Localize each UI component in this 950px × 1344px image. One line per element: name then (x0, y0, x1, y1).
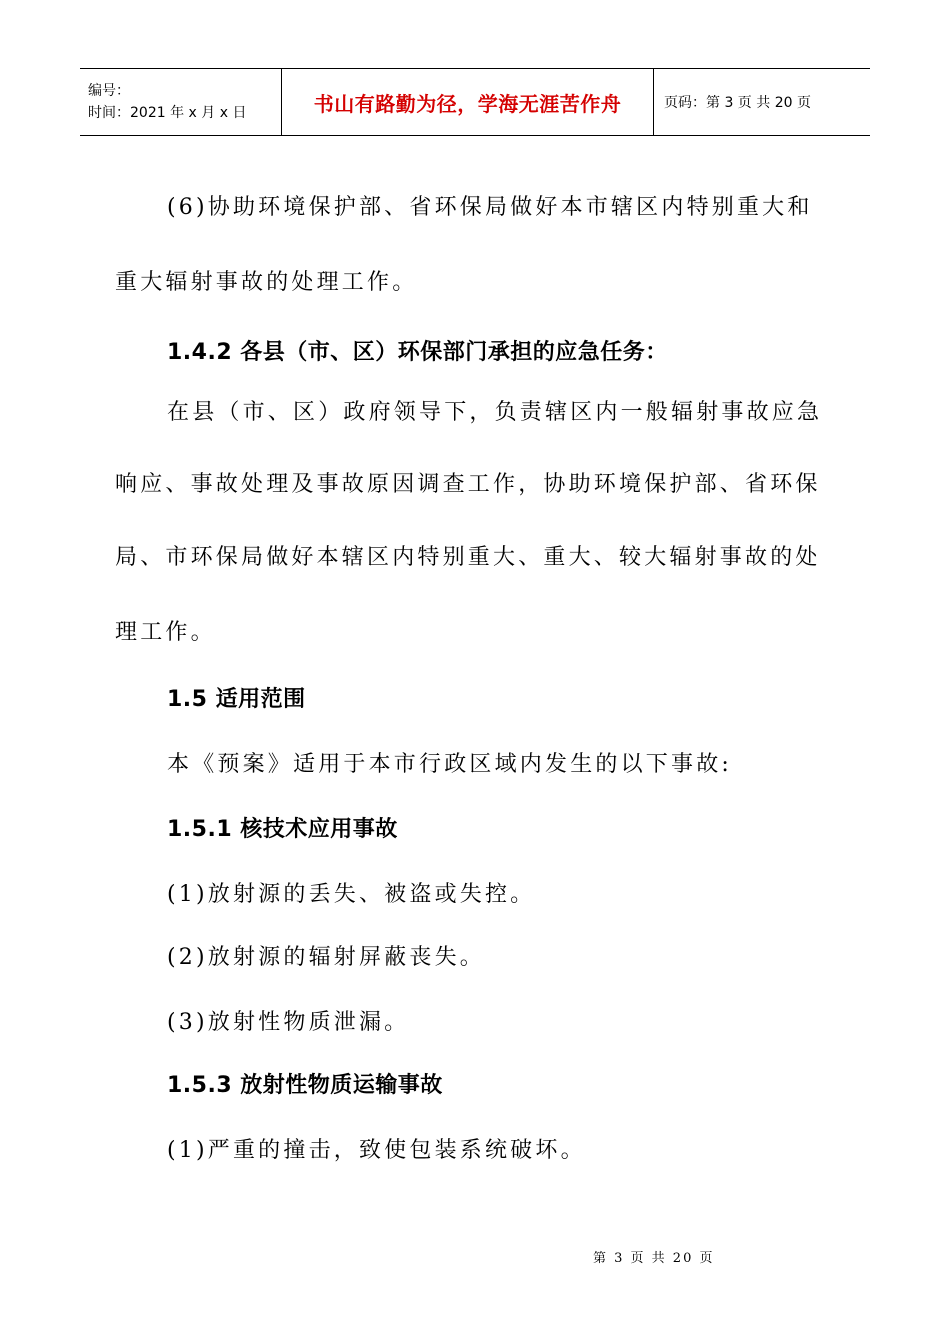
paragraph-line: 局、市环保局做好本辖区内特别重大、重大、较大辐射事故的处 (115, 545, 821, 570)
section-heading: 1.5 适用范围 (167, 687, 306, 712)
list-item: (2)放射源的辐射屏蔽丧失。 (167, 945, 485, 970)
page-footer: 第 3 页 共 20 页 (593, 1251, 715, 1266)
paragraph-line: 响应、事故处理及事故原因调查工作，协助环境保护部、省环保 (115, 472, 821, 497)
list-item: (3)放射性物质泄漏。 (167, 1010, 410, 1035)
section-heading: 1.5.1 核技术应用事故 (167, 817, 398, 842)
header-motto: 书山有路勤为径，学海无涯苦作舟 (282, 69, 654, 135)
paragraph-line: 本《预案》适用于本市行政区域内发生的以下事故: (167, 752, 733, 777)
section-heading: 1.5.3 放射性物质运输事故 (167, 1073, 443, 1098)
section-heading: 1.4.2 各县（市、区）环保部门承担的应急任务： (167, 340, 668, 365)
page-header (80, 68, 870, 136)
list-item: (1)放射源的丢失、被盗或失控。 (167, 882, 536, 907)
paragraph-line: (6)协助环境保护部、省环保局做好本市辖区内特别重大和 (167, 195, 813, 220)
paragraph-line: 在县（市、区）政府领导下，负责辖区内一般辐射事故应急 (167, 400, 823, 425)
paragraph-line: 理工作。 (115, 620, 216, 645)
header-meta (80, 69, 282, 135)
header-page-info: 页码：第 3 页 共 20 页 (664, 95, 811, 111)
document-date: 时间：2021 年 x 月 x 日 (88, 105, 247, 121)
paragraph-line: 重大辐射事故的处理工作。 (115, 270, 418, 295)
list-item: (1)严重的撞击，致使包装系统破坏。 (167, 1138, 586, 1163)
document-number-label: 编号： (88, 83, 130, 99)
